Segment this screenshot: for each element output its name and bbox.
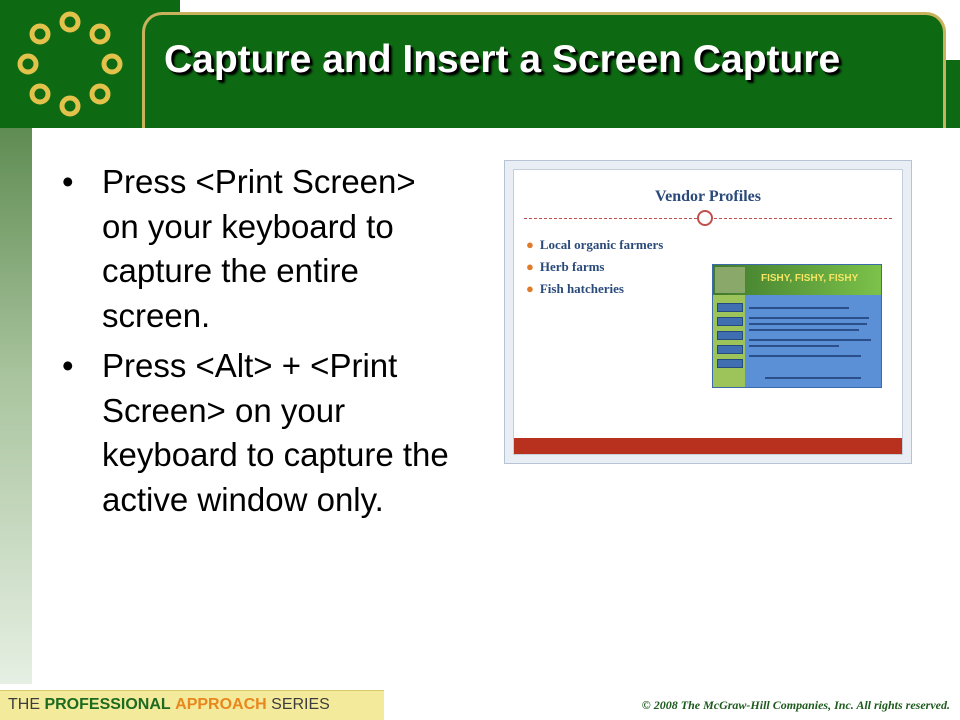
webpage-nav-button (717, 345, 743, 354)
orange-bullet-icon: ● (526, 237, 534, 252)
webpage-text-line (765, 377, 861, 379)
bullet-text: Press <Alt> + <Print Screen> on your keyboard to capture the active window only. (102, 347, 449, 518)
copyright-text: © 2008 The McGraw-Hill Companies, Inc. All rights reserved. (641, 698, 950, 712)
series-footer (0, 690, 384, 720)
header-fill-right (946, 60, 960, 128)
bullet-text: Press <Print Screen> on your keyboard to capture the entire screen. (102, 163, 416, 334)
capture-item-text: Herb farms (539, 259, 605, 274)
capture-ring-icon (697, 210, 713, 226)
capture-item-text: Local organic farmers (539, 237, 664, 252)
series-professional: PROFESSIONAL (44, 696, 171, 713)
capture-item-text: Fish hatcheries (539, 281, 624, 296)
capture-list-item (526, 256, 663, 278)
bullet-item (62, 344, 452, 522)
webpage-header (713, 265, 881, 295)
screen-capture-slide (513, 169, 903, 455)
series-the: THE (8, 696, 40, 713)
bullet-list (62, 160, 452, 528)
bullet-dot-icon: • (62, 163, 74, 200)
webpage-nav-button (717, 317, 743, 326)
webpage-nav-button (717, 303, 743, 312)
rings-logo-icon (14, 10, 126, 122)
fish-photo-icon (715, 267, 745, 293)
webpage-nav-button (717, 359, 743, 368)
slide-title: Capture and Insert a Screen Capture (164, 38, 841, 81)
webpage-text-line (749, 339, 871, 341)
webpage-text-line (749, 307, 849, 309)
bullet-dot-icon: • (62, 347, 74, 384)
webpage-text-line (749, 355, 861, 357)
webpage-text-line (749, 323, 867, 325)
orange-bullet-icon: ● (526, 281, 534, 296)
embedded-webpage (712, 264, 882, 388)
capture-title: Vendor Profiles (655, 188, 761, 205)
webpage-title: FISHY, FISHY, FISHY (761, 273, 859, 284)
capture-footer-bar (514, 438, 902, 454)
webpage-nav (713, 295, 745, 388)
screen-capture-image (504, 160, 912, 464)
capture-list-item (526, 278, 663, 300)
capture-list-item (526, 234, 663, 256)
orange-bullet-icon: ● (526, 259, 534, 274)
webpage-text-line (749, 317, 869, 319)
webpage-nav-button (717, 331, 743, 340)
webpage-text-line (749, 329, 859, 331)
series-approach: APPROACH (175, 696, 267, 713)
series-series: SERIES (271, 696, 330, 713)
side-gradient-bar (0, 128, 32, 684)
capture-list (526, 234, 663, 300)
webpage-text-line (749, 345, 839, 347)
slide-header (0, 0, 960, 128)
bullet-item (62, 160, 452, 338)
